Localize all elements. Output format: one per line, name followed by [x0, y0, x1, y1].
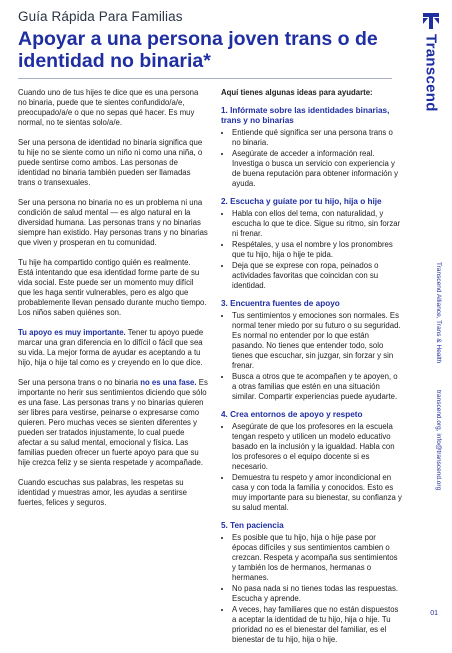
- paragraph: [18, 328, 208, 368]
- tip-section: [221, 106, 403, 189]
- paragraph: Cuando escuchas sus palabras, les respetas su identidad y muestras amor, les ayudas a sentirse fuertes, felices y seguros.: [18, 478, 188, 507]
- list-item: • Busca a otros que te acompañen y te apoyen, o a otras familias que estén en una situación similar. Compartir experiencias puede ayudarte.: [232, 372, 403, 402]
- list-item: • Respétales, y usa el nombre y los pronombres que tu hijo, hija o hije te pida.: [232, 240, 403, 260]
- section-heading: 5. Ten paciencia: [221, 521, 284, 530]
- list-item: • Asegúrate de que los profesores en la escuela tengan respeto y utilicen un modelo educativo basado en la inclusión y la igualdad. Habla con los profesores o el equipo docente si es necesario.: [232, 422, 403, 472]
- tip-section: [221, 410, 403, 513]
- emphasis-text: no es una fase.: [140, 378, 197, 387]
- brand-name: Transcend: [422, 34, 440, 112]
- paragraph-text: Ser una persona trans o no binaria: [18, 378, 141, 387]
- paragraph: Cuando uno de tus hijes te dice que es una persona no binaria, puede que te sientes confundido/a/e, preocupado/a/e o que no sepas qué hacer. Es muy normal, no te sientas solo/a/e.: [18, 88, 199, 127]
- tip-section: [221, 299, 403, 402]
- tip-section: [221, 197, 403, 291]
- title-divider: [18, 78, 392, 79]
- list-item: • Deja que se exprese con ropa, peinados o actividades favoritas que coincidan con su identidad.: [232, 261, 403, 291]
- page-number: 01: [430, 610, 438, 617]
- list-item: • Demuestra tu respeto y amor incondicional en casa y con toda la familia y conocidos. Esto es muy importante para su bienestar, su confianza y su salud mental.: [232, 473, 403, 513]
- side-organization: Transcend Alliance, Trans & Health: [435, 262, 442, 364]
- bullet-list: [221, 422, 403, 513]
- tip-section: [221, 521, 403, 645]
- bullet-list: [221, 533, 403, 645]
- right-column: [221, 88, 403, 653]
- page-title: Apoyar a una persona joven trans o de identidad no binaria*: [18, 28, 378, 72]
- emphasis-text: Tu apoyo es muy importante.: [18, 328, 126, 337]
- paragraph: Ser una persona de identidad no binaria significa que tu hije no se siente como un niño ni como una niña, o puede sentirse como ambos. Las personas de identidad no binaria también pueden ser llamadas trans o transexuales.: [18, 138, 203, 187]
- bullet-list: [221, 311, 403, 402]
- side-contact: transcend.org, info@transcend.org: [435, 390, 442, 491]
- tips-intro: Aquí tienes algunas ideas para ayudarte:: [221, 88, 373, 97]
- section-heading: 2. Escucha y guíate por tu hijo, hija o hije: [221, 197, 382, 206]
- list-item: • Entiende qué significa ser una persona trans o no binaria.: [232, 128, 403, 148]
- list-item: • Asegúrate de acceder a información real. Investiga o busca un servicio con experiencia y de buena reputación para obtener información y ayuda.: [232, 149, 403, 189]
- guide-label: Guía Rápida Para Familias: [18, 9, 183, 24]
- list-item: • Es posible que tu hijo, hija o hije pase por épocas difíciles y sus sentimientos cambien o crezcan. Respeta y acompaña sus sentimientos y también los de hermanos, hermanas o hermanes.: [232, 533, 403, 583]
- paragraph-text: Es importante no herir sus sentimientos diciendo que sólo es una fase. Las personas trans y no binarias quieren ser libres para vestirse, peinarse o expresarse como quieren. Pero muchas veces se sienten diferentes y pueden ser tratados injustamente, lo cual puede afectar a su salud mental, emocional y física. Las familias pueden ofrecer un fuerte apoyo para que su hije crezca feliz y se sienta respetade y acompañade.: [18, 378, 208, 467]
- paragraph: Tu hije ha compartido contigo quién es realmente. Está intentando que esa identidad forme parte de su vida social. Este puede ser un momento muy difícil que les haga sentir vulnerables, pero es algo que probablemente llevan pensado durante mucho tiempo. Los niños saben quiénes son.: [18, 258, 207, 317]
- bullet-list: [221, 209, 403, 291]
- list-item: • No pasa nada si no tienes todas las respuestas. Escucha y aprende.: [232, 584, 403, 604]
- paragraph: [18, 378, 208, 468]
- list-item: • Habla con ellos del tema, con naturalidad, y escucha lo que te dice. Sigue su ritmo, sin forzar ni frenar.: [232, 209, 403, 239]
- transcend-logo-icon: [422, 12, 440, 30]
- left-column: [18, 88, 208, 518]
- list-item: • A veces, hay familiares que no están dispuestos a aceptar la identidad de tu hijo, hija o hije. Tu prioridad no es el bienestar del familiar, es el bienestar de tu hijo, hija o hije.: [232, 605, 403, 645]
- paragraph-text: Tener tu apoyo puede marcar una gran diferencia en lo difícil o fácil que sea su vida. La mejor forma de ayudar es aceptando a tu hijo, hija o hije tal como es y creyendo en lo que dice.: [18, 328, 204, 367]
- section-heading: 1. Infórmate sobre las identidades binarias, trans y no binarias: [221, 106, 390, 125]
- bullet-list: [221, 128, 403, 189]
- list-item: • Tus sentimientos y emociones son normales. Es normal tener miedo por su futuro o su seguridad. Es normal no entender por lo que están pasando. No tienes que entender todo, solo tienes que escuchar, sin juzgar, sin forzar y sin frenar.: [232, 311, 403, 371]
- paragraph: Ser una persona no binaria no es un problema ni una condición de salud mental — es algo natural en la diversidad humana. Las personas trans y no binarias siempre han existido. Hay personas trans y no binarias que viven y prosperan en tu comunidad.: [18, 198, 208, 247]
- section-heading: 4. Crea entornos de apoyo y respeto: [221, 410, 363, 419]
- section-heading: 3. Encuentra fuentes de apoyo: [221, 299, 340, 308]
- brand-mark: [418, 12, 444, 162]
